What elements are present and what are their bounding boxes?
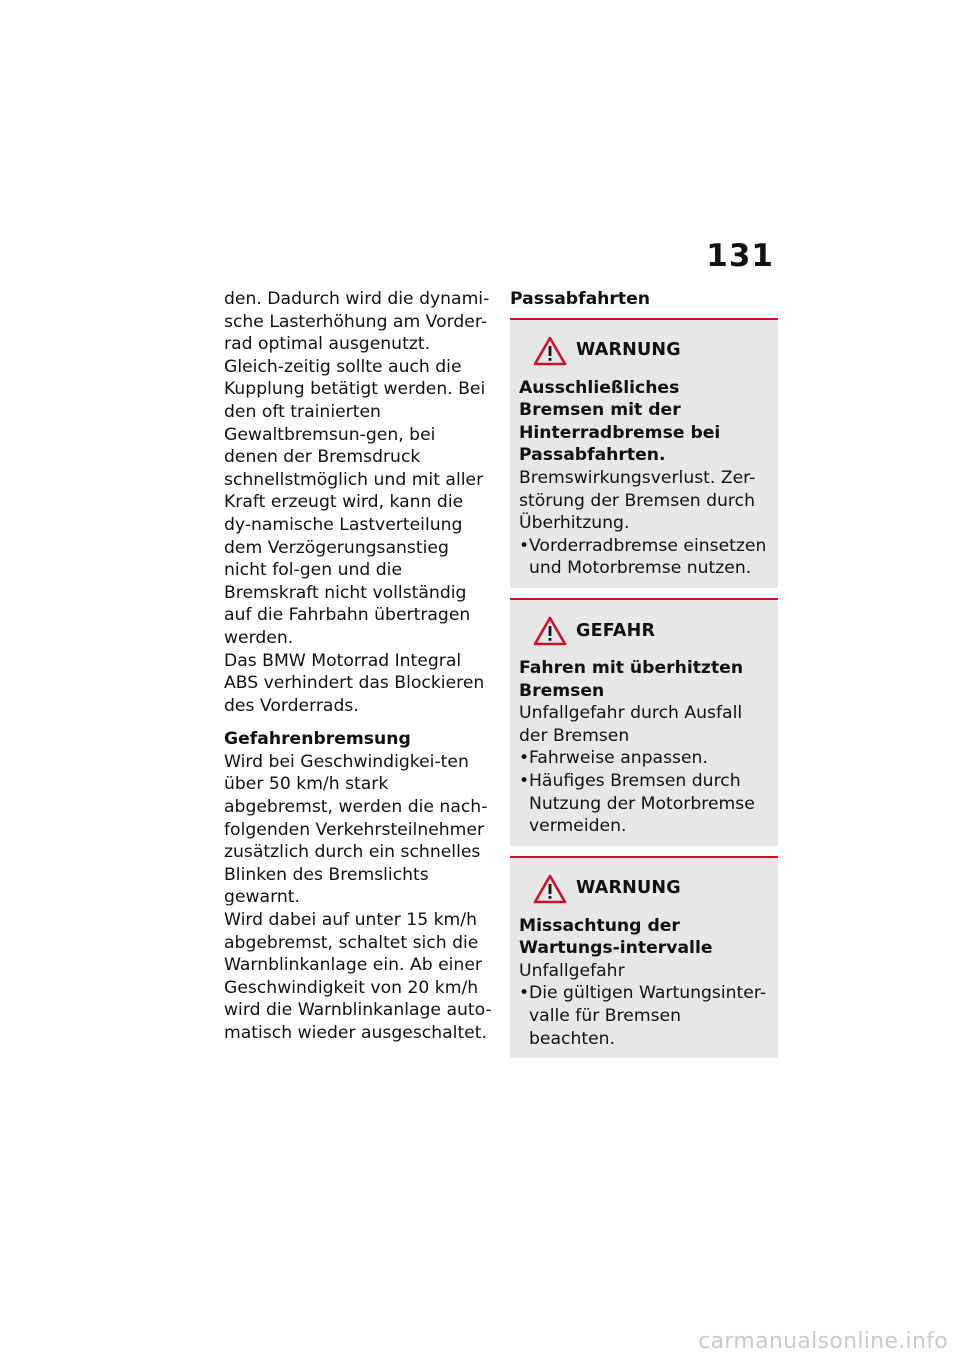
notice-bullet-list: [519, 747, 769, 837]
notice-label: WARNUNG: [576, 340, 681, 361]
bullet-item: • Vorderradbremse einsetzen und Motorbremse nutzen.: [519, 535, 769, 580]
danger-notice: [510, 598, 778, 846]
notice-title: Ausschließliches Bremsen mit der Hinterradbremse bei Passabfahrten.: [519, 377, 721, 466]
warning-triangle-icon: [533, 336, 567, 366]
notice-text: Unfallgefahr durch Ausfall der Bremsen: [519, 703, 743, 746]
body-paragraph: Wird dabei auf unter 15 km/h abgebremst, schaltet sich die Warnblinkanlage ein. Ab einer Geschwindigkeit von 20 km/h wird die Warnblinkanlage auto-matisch wieder ausgeschaltet.: [224, 910, 492, 1043]
notice-label: WARNUNG: [576, 878, 681, 899]
warning-notice: [510, 318, 778, 588]
warning-triangle-icon: [533, 616, 567, 646]
watermark-footer: carmanualsonline.info: [698, 1329, 948, 1354]
notice-bullet-list: [519, 535, 769, 580]
body-paragraph: Das BMW Motorrad Integral ABS verhindert das Blockieren des Vorderrads.: [224, 650, 485, 716]
notice-text: Bremswirkungsverlust. Zer-störung der Bremsen durch Überhitzung.: [519, 467, 756, 534]
body-paragraph: den. Dadurch wird die dynami-sche Lasterhöhung am Vorder-rad optimal ausgenutzt. Gleich-zeitig sollte auch die Kupplung betätigt werden. Bei den oft trainierten Gewaltbremsun-gen, bei denen der Bremsdruck schnellstmöglich und mit aller Kraft erzeugt wird, kann die dy-namische Lastverteilung dem Verzögerungsanstieg nicht fol-gen und die Bremskraft nicht vollständig auf die Fahrbahn übertragen werden.: [224, 289, 490, 648]
notice-title: Fahren mit überhitzten Bremsen: [519, 657, 744, 701]
section-heading: Gefahrenbremsung: [224, 729, 411, 750]
section-heading: Passabfahrten: [510, 289, 650, 309]
notice-bullet-list: [519, 982, 769, 1050]
bullet-item: • Die gültigen Wartungsinter-valle für Bremsen beachten.: [519, 982, 769, 1050]
notice-title: Missachtung der Wartungs-intervalle: [519, 915, 713, 959]
warning-notice: [510, 856, 778, 1059]
bullet-item: • Häufiges Bremsen durch Nutzung der Motorbremse vermeiden.: [519, 770, 769, 838]
notice-label: GEFAHR: [576, 620, 656, 641]
right-column: [510, 288, 778, 1058]
notice-text: Unfallgefahr: [519, 960, 625, 981]
page-number: 131: [706, 238, 774, 274]
body-paragraph: Wird bei Geschwindigkei-ten über 50 km/h stark abgebremst, werden die nach-folgenden Verkehrsteilnehmer zusätzlich durch ein schnelles Blinken des Bremslichts gewarnt.: [224, 751, 488, 908]
warning-triangle-icon: [533, 874, 567, 904]
bullet-item: • Fahrweise anpassen.: [519, 747, 769, 770]
left-column: [224, 288, 494, 1045]
